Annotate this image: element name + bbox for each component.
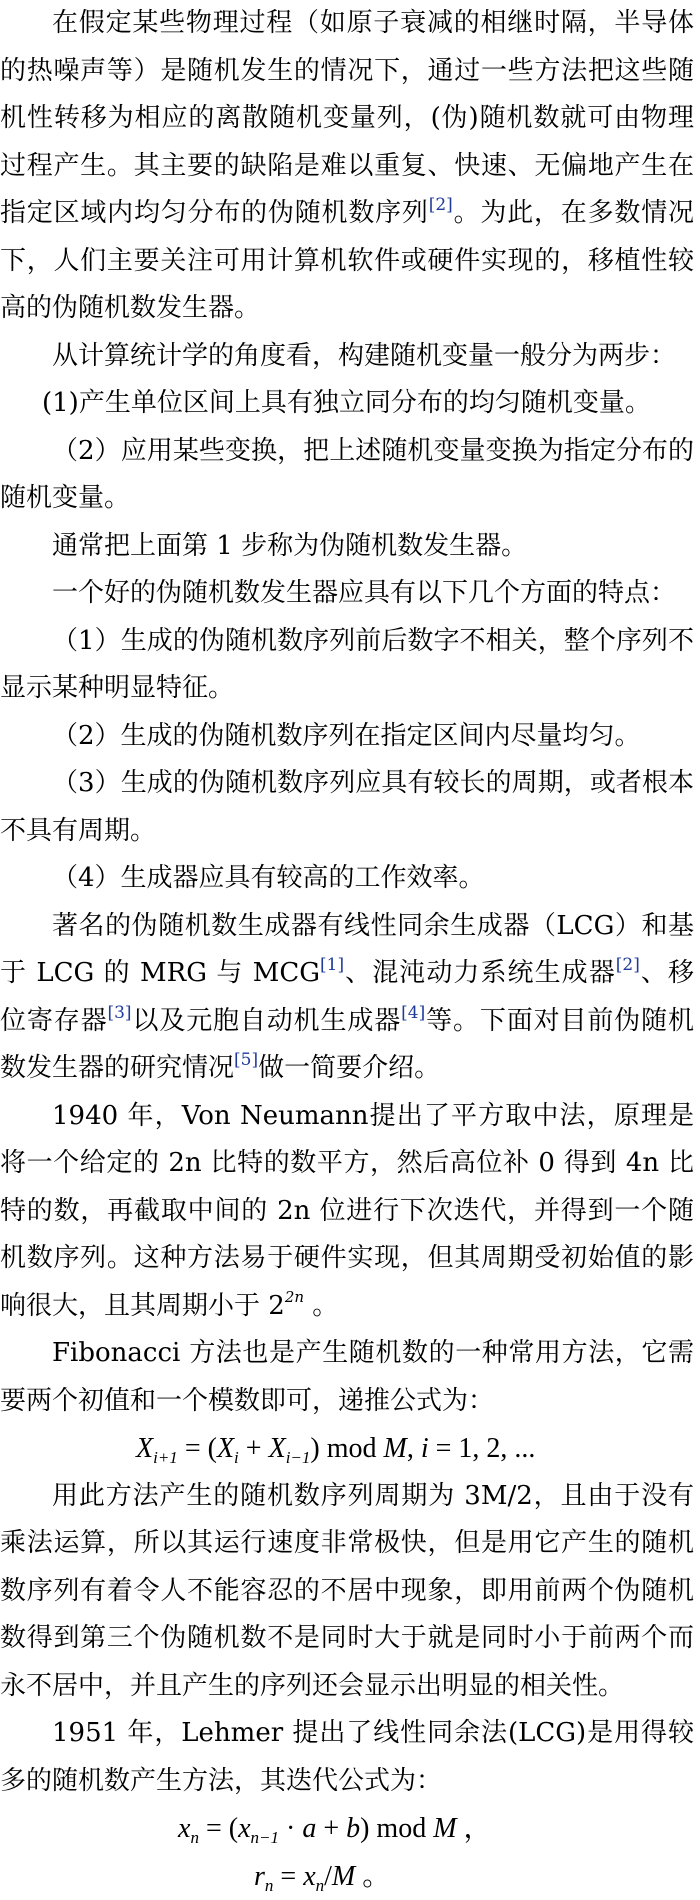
citation-link[interactable]: [4] xyxy=(401,1003,425,1023)
citation-link[interactable]: [2] xyxy=(429,195,453,215)
list-item-feature-3: （3）生成的伪随机数序列应具有较长的周期，或者根本不具有周期。 xyxy=(0,760,694,855)
list-item-feature-2: （2）生成的伪随机数序列在指定区间内尽量均匀。 xyxy=(0,713,694,761)
citation-link[interactable]: [5] xyxy=(234,1050,258,1070)
paragraph-step1-name: 通常把上面第 1 步称为伪随机数发生器。 xyxy=(0,523,694,571)
formula-fibonacci: $X_{i+1} = (X_i + X_{i-1})$ mod M, i = 1, 2, ... xyxy=(0,1425,694,1473)
list-item-step-2: （2）应用某些变换，把上述随机变量变换为指定分布的随机变量。 xyxy=(0,428,694,523)
paragraph-computational-statistics: 从计算统计学的角度看，构建随机变量一般分为两步： xyxy=(0,333,694,381)
formula-lcg-iteration: $x_n = (x_{n-1} \cdot a + b)$ mod M ， xyxy=(0,1805,694,1853)
citation-link[interactable]: [2] xyxy=(616,955,640,975)
paragraph-lcg-method: 1951 年，Lehmer 提出了线性同余法(LCG)是用得较多的随机数产生方法，其迭代公式为： xyxy=(0,1710,694,1805)
exponent: 2n xyxy=(285,1288,304,1306)
formula-lcg-normalize: $r_n = x_n/M$ 。 xyxy=(0,1853,694,1900)
list-item-step-1: (1)产生单位区间上具有独立同分布的均匀随机变量。 xyxy=(0,380,694,428)
paragraph-middle-square-method: 1940 年，Von Neumann提出了平方取中法，原理是将一个给定的 2n 比特的数平方，然后高位补 0 得到 4n 比特的数，再截取中间的 2n 位进行下次迭代，并得到一个随机数序列。这种方法易于硬件实现，但其周期受初始值的影响很大，且其周期小于 $2^{2n}$ 。 xyxy=(0,1093,694,1331)
paragraph-physical-rng: 在假定某些物理过程（如原子衰减的相继时隔，半导体的热噪声等）是随机发生的情况下，通过一些方法把这些随机性转移为相应的离散随机变量列，(伪)随机数就可由物理过程产生。其主要的缺陷是难以重复、快速、无偏地产生在指定区域内均匀分布的伪随机数序列[2]。为此，在多数情况下，人们主要关注可用计算机软件或硬件实现的，移植性较高的伪随机数发生器。 xyxy=(0,0,694,333)
list-item-feature-4: （4）生成器应具有较高的工作效率。 xyxy=(0,855,694,903)
paragraph-fibonacci-drawbacks: 用此方法产生的随机数序列周期为 3M/2，且由于没有乘法运算，所以其运行速度非常极快，但是用它产生的随机数序列有着令人不能容忍的不居中现象，即用前两个伪随机数得到第三个伪随机数不是同时大于就是同时小于前两个而永不居中，并且产生的序列还会显示出明显的相关性。 xyxy=(0,1473,694,1711)
citation-link[interactable]: [3] xyxy=(107,1003,131,1023)
citation-link[interactable]: [1] xyxy=(320,955,344,975)
list-item-feature-1: （1）生成的伪随机数序列前后数字不相关，整个序列不显示某种明显特征。 xyxy=(0,618,694,713)
paragraph-famous-generators: 著名的伪随机数生成器有线性同余生成器（LCG）和基于 LCG 的 MRG 与 MCG[1]、混沌动力系统生成器[2]、移位寄存器[3]以及元胞自动机生成器[4]等。下面对目前伪随机数发生器的研究情况[5]做一简要介绍。 xyxy=(0,903,694,1093)
paragraph-fibonacci-method: Fibonacci 方法也是产生随机数的一种常用方法，它需要两个初值和一个模数即可，递推公式为： xyxy=(0,1330,694,1425)
paragraph-good-prng-features: 一个好的伪随机数发生器应具有以下几个方面的特点： xyxy=(0,570,694,618)
